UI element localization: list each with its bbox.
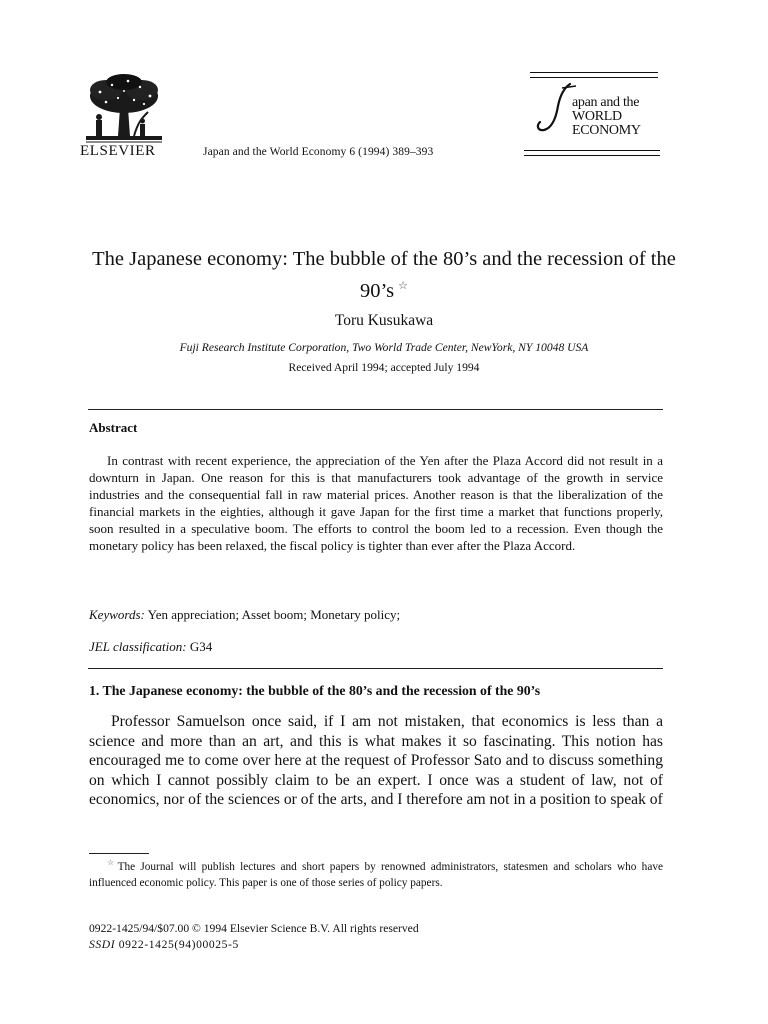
logo-top-rule <box>530 72 658 78</box>
footnote-rule <box>89 853 149 854</box>
journal-logo-line3: ECONOMY <box>572 123 641 138</box>
journal-citation: Japan and the World Economy 6 (1994) 389–393 <box>203 146 434 158</box>
ssdi-label: SSDI <box>89 938 116 951</box>
journal-logo <box>524 72 660 160</box>
received-dates: Received April 1994; accepted July 1994 <box>288 361 480 374</box>
jel-value: G34 <box>189 639 213 654</box>
section-body-text: Professor Samuelson once said, if I am not mistaken, that economics is less than a science and more than an art, and this is what makes it so fascinating. This notion has encouraged me to come over here at the request of Professor Sato and to discuss something on which I cannot possibly claim to be an expert. I once was a student of law, not of economics, nor of the sciences or of the arts, and I therefore am not in a position to speak of <box>89 713 663 809</box>
author-affiliation: Fuji Research Institute Corporation, Two World Trade Center, NewYork, NY 10048 USA <box>179 341 589 354</box>
paper-title-text: The Japanese economy: The bubble of the 80’s and the recession of the 90’s <box>92 248 676 302</box>
paper-title <box>70 246 698 305</box>
ssdi-line <box>89 938 239 951</box>
keywords-label: Keywords: <box>89 607 145 622</box>
footnote <box>89 855 663 891</box>
ssdi-value: 0922-1425(94)00025-5 <box>118 938 239 951</box>
copyright-line: 0922-1425/94/$07.00 © 1994 Elsevier Science B.V. All rights reserved <box>89 922 419 935</box>
section-heading: 1. The Japanese economy: the bubble of the 80’s and the recession of the 90’s <box>89 683 541 698</box>
jel-label: JEL classification: <box>89 639 187 654</box>
elsevier-tree-logo-icon <box>78 72 170 148</box>
publisher-name: ELSEVIER <box>80 143 156 159</box>
abstract-top-rule <box>88 409 663 410</box>
abstract-text: In contrast with recent experience, the appreciation of the Yen after the Plaza Accord did not result in a downturn in Japan. One reason for this is that manufacturers took advantage of the growth in service industries and the consequential fall in raw material prices. Another reason is that the liberalization of the financial markets in the eighties, although it gave Japan for the first time a market that functions properly, soon resulted in a speculative boom. The efforts to control the boom led to a recession. Even though the monetary policy has been relaxed, the fiscal policy is tighter than ever after the Plaza Accord. <box>89 453 663 554</box>
keywords-value: Yen appreciation; Asset boom; Monetary policy; <box>147 607 401 622</box>
logo-bottom-rule <box>524 150 660 156</box>
journal-logo-line1: apan and the <box>572 95 640 110</box>
footnote-marker: ☆ <box>107 858 117 867</box>
footnote-text: The Journal will publish lectures and short papers by renowned administrators, statesmen and scholars who have influenced economic policy. This paper is one of those series of policy papers. <box>89 860 664 889</box>
jel-classification <box>89 639 212 655</box>
title-footnote-marker: ☆ <box>398 280 409 292</box>
author-name: Toru Kusukawa <box>334 312 434 329</box>
abstract-bottom-rule <box>88 668 663 669</box>
keywords <box>89 607 400 623</box>
journal-logo-line2: WORLD <box>572 109 622 124</box>
abstract-heading: Abstract <box>89 420 138 435</box>
